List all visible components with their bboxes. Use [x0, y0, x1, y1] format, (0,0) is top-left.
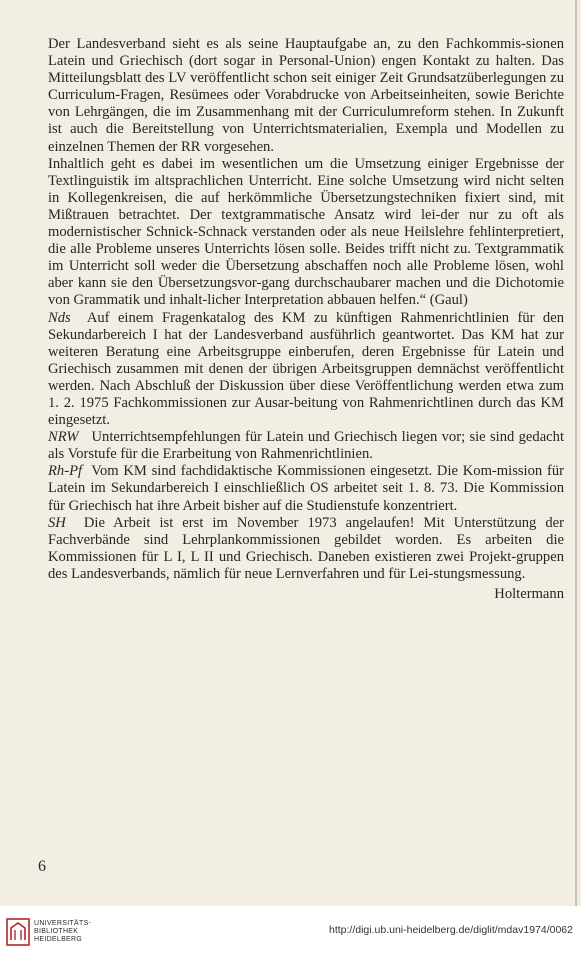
paragraph-nds	[48, 310, 564, 430]
state-abbreviation: SH	[48, 514, 66, 531]
paragraph-text: Unterrichtsempfehlungen für Latein und Griechisch liegen vor; sie sind gedacht als Vorstufe für die Erarbeitung von Rahmenrichtlinien.	[48, 429, 564, 463]
institution-line: UNIVERSITÄTS-	[34, 920, 92, 927]
paragraph-text: Auf einem Fragenkatalog des KM zu künftigen Rahmenrichtlinien für den Sekundarbereich I hat der Landesverband ausführlich geantwortet. Das KM hat zur weiteren Beratung eine Arbeitsgruppe einberufen, deren Ergebnisse für Latein und Griechisch zusammen mit denen der übrigen Arbeitsgruppen demnächst veröffentlicht werden. Nach Abschluß der Diskussion über diese Veröffentlichung werden etwa zum 1. 2. 1975 Fachkommissionen zur Ausar-beitung von Rahmenrichtlinen durch das KM eingesetzt.	[48, 309, 565, 429]
paragraph-text: Der Landesverband sieht es als seine Hauptaufgabe an, zu den Fachkommis-sionen Latein und Griechisch (dort sogar in Personal-Union) engen Kontakt zu halten. Das Mitteilungsblatt des LV veröffentlicht schon seit einiger Zeit Grundsatzüberlegungen zu Curriculum-Fragen, Resümees oder Vorabdrucke von Arbeitseinheiten, sowie Berichte von Lehrgängen, die im Zusammenhang mit der Curriculumreform stehen. In Zukunft ist auch die Bereitstellung von Unterrichtsmaterialien, Exempla und Modellen zu einzelnen Themen der RR vorgesehen.	[48, 36, 564, 155]
paragraph-text: Inhaltlich geht es dabei im wesentlichen um die Umsetzung einiger Ergebnisse der Textlinguistik im altsprachlichen Unterricht. Eine solche Umsetzung wird nicht selten in Kollegenkreisen, die auf herkömmliche Übersetzungstechniken fixiert sind, mit Mißtrauen betrachtet. Der textgrammatische Ansatz wird lei-der nur zu oft als modernistischer Schnick-Schnack verstanden oder als neue Heilslehre fehlinterpretiert, die alle Probleme unseres Unterrichts lösen solle. Beides trifft nicht zu. Textgrammatik im Unterricht soll weder die Übersetzung abschaffen noch alle Probleme lösen, wohl aber kann sie den Übersetzungsvor-gang durchschaubarer machen und die Dichotomie von Grammatik und inhalt-licher Interpretation abbauen helfen.“ (Gaul)	[48, 155, 564, 309]
paragraph-sh	[48, 515, 564, 583]
state-abbreviation: Nds	[48, 309, 71, 326]
institution-line: HEIDELBERG	[34, 936, 83, 943]
viewer-footer	[0, 906, 581, 958]
paragraph-landesverband	[48, 36, 564, 156]
paragraph-text: Die Arbeit ist erst im November 1973 angelaufen! Mit Unterstützung der Fachverbände sind Lehrplankommissionen gebildet worden. Es arbeiten die Kommissionen für L I, L II und Griechisch. Daneben existieren zwei Projekt-gruppen des Landesverbands, nämlich für neue Lernverfahren und für Lei-stungsmessung.	[48, 514, 564, 582]
paragraph-inhaltlich	[48, 156, 564, 310]
paragraph-text: Vom KM sind fachdidaktische Kommissionen eingesetzt. Die Kom-mission für Latein im Sekundarbereich I einschließlich OS arbeitet seit 1. 8. 73. Die Kommission für Griechisch hat ihre Arbeit bisher auf die Studienstufe konzentriert.	[48, 463, 564, 514]
institution-line: BIBLIOTHEK	[34, 928, 79, 935]
paragraph-nrw	[48, 429, 564, 463]
author-signature: Holtermann	[494, 586, 564, 602]
state-abbreviation: Rh-Pf	[48, 463, 83, 480]
institution-name[interactable]	[34, 920, 91, 944]
page-number: 6	[38, 858, 46, 875]
paragraph-rh-pf	[48, 463, 564, 514]
library-seal-icon[interactable]	[6, 918, 30, 946]
state-abbreviation: NRW	[48, 429, 79, 446]
permalink-url[interactable]: http://digi.ub.uni-heidelberg.de/diglit/mdav1974/0062	[328, 924, 573, 936]
body-text	[48, 36, 564, 603]
